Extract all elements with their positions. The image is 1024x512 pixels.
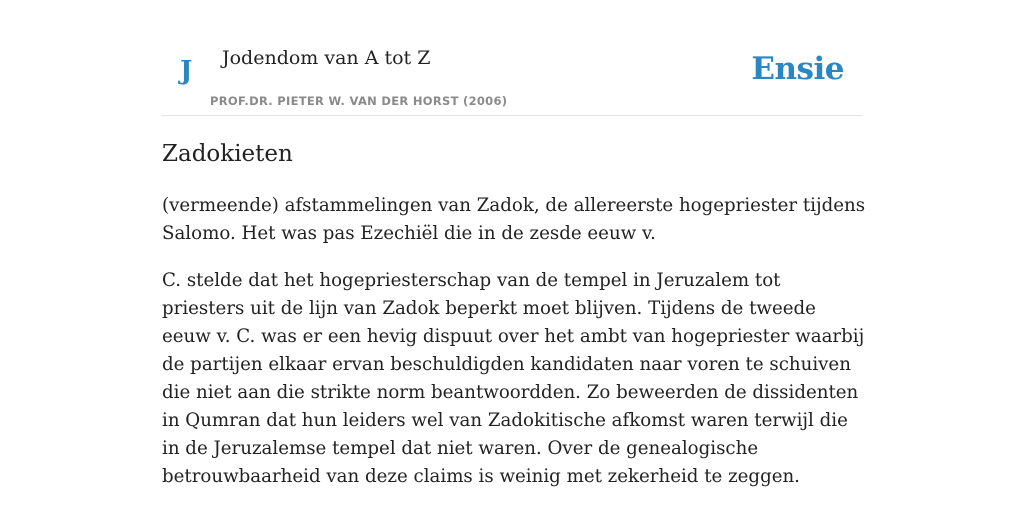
entry-paragraph: C. stelde dat het hogepriesterschap van de tempel in Jeruzalem tot priesters uit de lijn van Zadok beperkt moet blijven. Tijdens de tweede eeuw v. C. was er een hevig dispuut over het ambt van hogepriester waarbij de partijen elkaar ervan beschuldigden kandidaten naar voren te schuiven die niet aan die strikte norm beantwoordden. Zo beweerden de dissidenten in Qumran dat hun leiders wel van Zadokitische afkomst waren terwijl die in de Jeruzalemse tempel dat niet waren. Over de genealogische betrouwbaarheid van deze claims is weinig met zekerheid te zeggen. xyxy=(162,270,865,487)
entry-paragraph: (vermeende) afstammelingen van Zadok, de allereerste hogepriester tijdens Salomo. Het was pas Ezechiël die in de zesde eeuw v. xyxy=(162,195,866,244)
page xyxy=(162,0,866,512)
book-author: PROF.DR. PIETER W. VAN DER HORST (2006) xyxy=(210,94,508,108)
entry-title: Zadokieten xyxy=(162,141,293,167)
ensie-logo-link[interactable]: Ensie xyxy=(751,51,844,87)
entry-body xyxy=(162,192,868,510)
book-title-link[interactable]: Jodendom van A tot Z xyxy=(222,47,431,69)
book-letter-icon[interactable]: J xyxy=(180,56,193,86)
book-header xyxy=(162,0,862,116)
